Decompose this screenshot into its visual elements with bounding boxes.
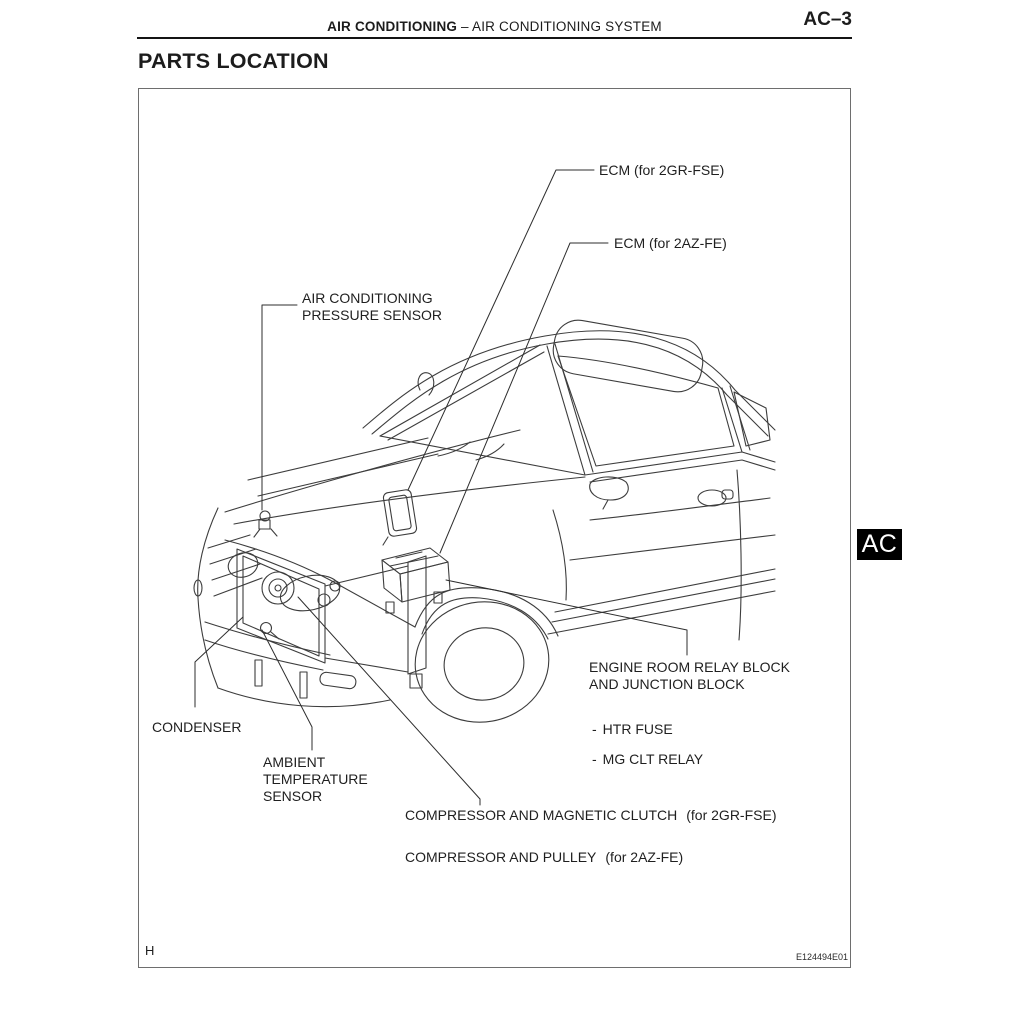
figure-frame — [138, 88, 851, 968]
header-rule — [137, 37, 852, 39]
page-title: PARTS LOCATION — [138, 49, 329, 73]
header-separator: – — [461, 19, 469, 34]
label-compressor-magnetic-clutch — [405, 807, 776, 824]
revision-mark: H — [145, 943, 155, 958]
htr-fuse-text: HTR FUSE — [602, 721, 673, 737]
compressor-pulley-variant: (for 2AZ-FE) — [605, 849, 684, 865]
mg-clt-relay-text: MG CLT RELAY — [602, 751, 704, 767]
label-ambient-line3: SENSOR — [263, 788, 323, 804]
label-relay-block-line1: ENGINE ROOM RELAY BLOCK — [589, 659, 790, 675]
label-engine-room-relay-block — [589, 659, 790, 693]
mg-clt-relay-bullet: - — [592, 751, 597, 767]
label-ambient-line1: AMBIENT — [263, 754, 326, 770]
label-ac-pressure-sensor-line2: PRESSURE SENSOR — [302, 307, 443, 323]
running-header — [137, 19, 852, 34]
compressor-clutch-name: COMPRESSOR AND MAGNETIC CLUTCH — [405, 807, 678, 823]
label-ac-pressure-sensor-line1: AIR CONDITIONING — [302, 290, 433, 306]
label-ambient-line2: TEMPERATURE — [263, 771, 368, 787]
figure-code: E124494E01 — [795, 952, 848, 962]
label-ecm-2az-fe: ECM (for 2AZ-FE) — [614, 235, 727, 251]
label-compressor-pulley — [405, 849, 683, 866]
label-mg-clt-relay — [592, 751, 703, 768]
header-section-title: AIR CONDITIONING — [327, 19, 458, 34]
section-tab-ac: AC — [857, 529, 902, 560]
compressor-pulley-name: COMPRESSOR AND PULLEY — [405, 849, 597, 865]
label-relay-block-line2: AND JUNCTION BLOCK — [589, 676, 745, 692]
label-ecm-2gr-fse: ECM (for 2GR-FSE) — [599, 162, 725, 178]
page-number: AC–3 — [803, 9, 852, 30]
label-htr-fuse — [592, 721, 673, 738]
label-ac-pressure-sensor — [302, 290, 442, 324]
header-subsection-title: AIR CONDITIONING SYSTEM — [471, 19, 662, 34]
compressor-clutch-variant: (for 2GR-FSE) — [686, 807, 777, 823]
label-ambient-temperature-sensor — [263, 754, 368, 805]
label-condenser: CONDENSER — [152, 719, 242, 735]
htr-fuse-bullet: - — [592, 721, 597, 737]
